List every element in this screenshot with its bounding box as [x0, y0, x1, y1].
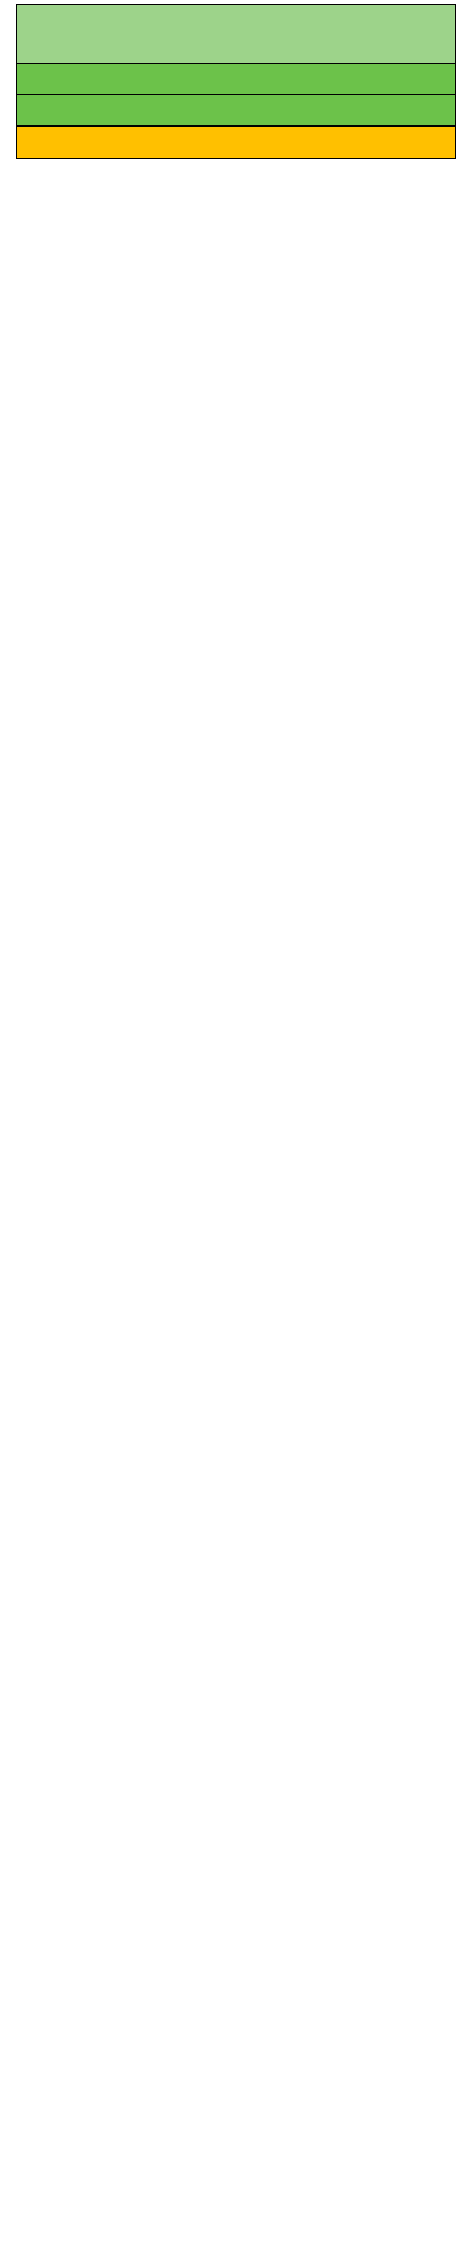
half-term-banner — [16, 64, 456, 95]
exam-timetable — [16, 4, 456, 159]
half-term-banner — [16, 95, 456, 126]
page-title — [16, 4, 456, 64]
contingency-day — [16, 126, 456, 159]
